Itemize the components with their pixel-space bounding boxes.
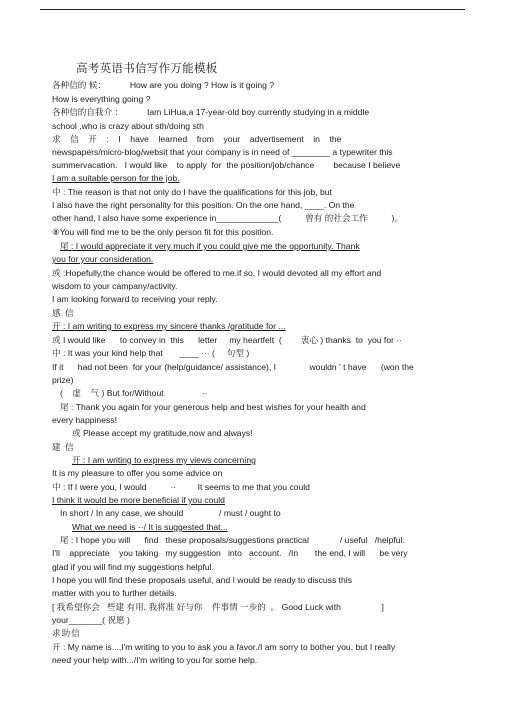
line-26: every happiness! [52,415,117,425]
line-1: 各种信的 候： How are you doing ? How is it going ? [52,80,275,90]
line-19: 开 : I am writing to express my sincere thanks /gratitude for ... [52,321,286,331]
line-9: 中 : The reason is that not only do I have the qualifications for this job, but [52,187,332,197]
line-17: I am looking forward to receiving your reply. [52,294,218,304]
line-44: need your help with.../I'm writing to you for some help. [52,655,258,665]
line-40: [ 我希望你会 些建 有用, 我将准 好与你 件事情 一步的 。 Good Luck with ] [52,602,384,612]
line-5: 求 信 开 : I have learned from your advertisement in the [52,134,342,144]
line-13: 尾 : I would appreciate it very much if you could give me the opportunity. Thank [60,241,360,251]
line-34: What we need is ··/ It is suggested that... [72,522,228,532]
line-14: you for your consideration. [52,254,154,264]
line-41: your_______( 祝愿 ) [52,615,130,625]
line-15: 或 :Hopefully,the chance would be offered to me.if so, I would devoted all my effort and [52,268,382,278]
line-4: school ,who is crazy about sth/doing sth [52,121,204,131]
line-30: It is my pleasure to offer you some advice on [52,468,223,478]
line-31: 中 : If I were you, I would ·· It seems to me that you could [52,482,310,492]
line-37: glad if you will find my suggestions helpful. [52,562,214,572]
line-38: I hope you will find these proposals useful, and I would be ready to discuss this [52,575,353,585]
line-22: If it had not been for your (help/guidance/ assistance), I wouldn ' t have (won the [52,362,414,372]
line-21: 中 : It was your kind help that ____ ··· ( 句型 ) [52,348,250,358]
line-8: I am a suitable person for the job. [52,173,180,183]
section-heading-help: 求助信 [52,628,81,638]
page-title: 高考英语书信写作万能模板 [76,63,218,75]
line-20: 或 I would like to convey in this letter my heartfelt ( 衷心 ) thanks to you for ·· [52,335,403,345]
line-35: 尾 : I hope you will find these proposals/suggestions practical / useful /helpful. [60,535,405,545]
line-43: 开 : My name is...,I'm writing to you to ask you a favor./I am sorry to bother you, but I really [52,642,396,652]
line-33: In short / In any case, we should / must / ought to [60,508,281,518]
line-6: newspapers/micro-blog/websit that your company is in need of ________ a typewriter this [52,147,393,157]
line-7: summervacation. I would like to apply for the position/job/chance because I believe [52,160,401,170]
line-12: ⑧You will find me to be the only person fit for this position. [52,227,274,237]
line-23: prize) [52,375,74,385]
line-10: I also have the right personality for this position. On the one hand, ____. On the [52,200,355,210]
section-heading-advice: 建 信 [52,442,75,452]
line-25: 尾 : Thank you again for your generous help and best wishes for your health and [60,402,366,412]
line-32: I think it would be more beneficial if you could [52,495,225,505]
line-24: ( 虚 气 ) But for/Without ·· [60,388,208,398]
top-rule [40,9,465,10]
line-3: 各种信的自我介 ： Iam LiHua,a 17-year-old boy currently studying in a middle [52,107,370,117]
line-29: 开 : I am writing to express my views concerning [72,455,256,465]
line-16: wisdom to your campany/activity. [52,281,178,291]
section-heading-thanks: 感 信 [52,308,75,318]
line-11: other hand, I also have some experience in_____________( 曾有 的社会工作 )。 [52,213,404,223]
line-39: matter with you to further details. [52,588,177,598]
line-2: How is everything going ? [52,94,151,104]
line-27: 或 Please accept my gratitude,now and always! [72,428,253,438]
line-36: I'll appreciate you taking my suggestion into account. /In the end, I will be very [52,548,408,558]
